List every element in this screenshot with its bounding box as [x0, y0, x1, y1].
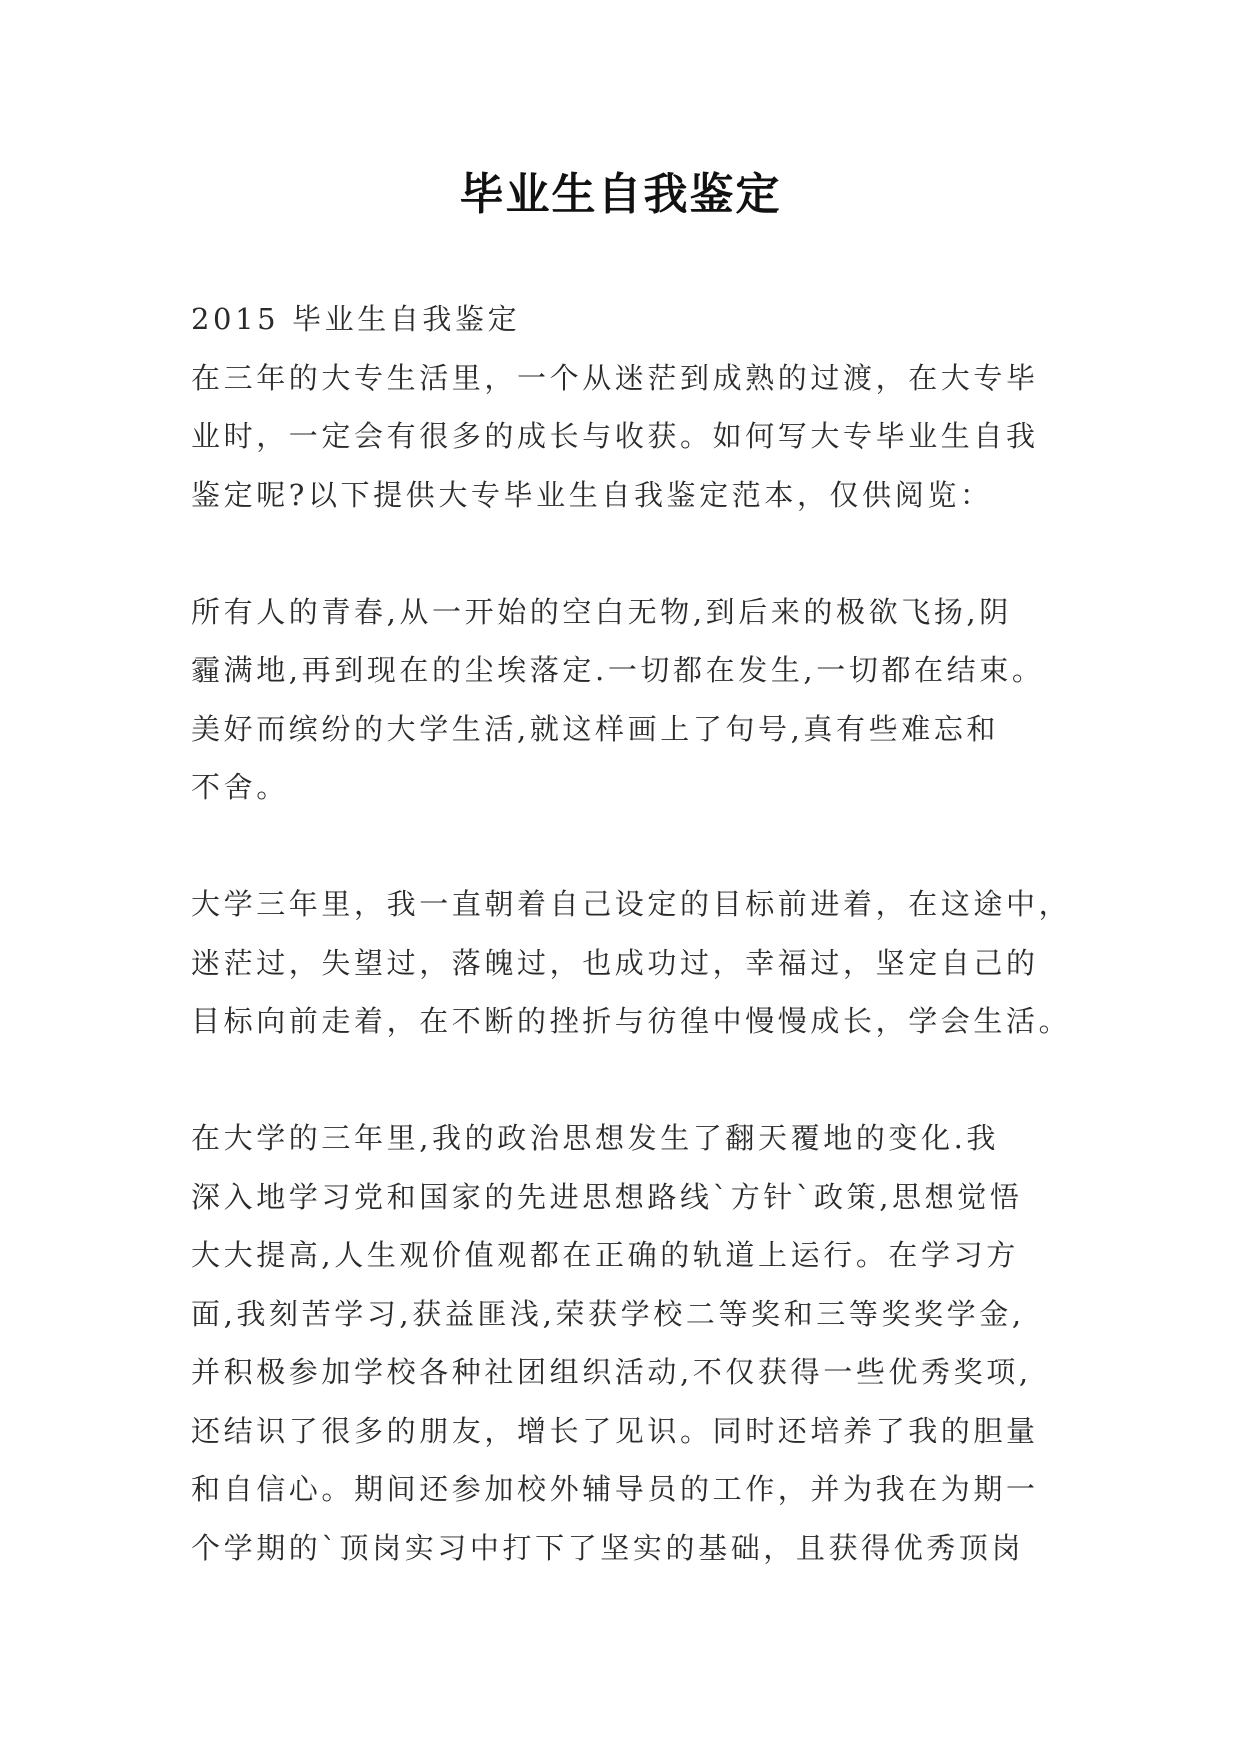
document-body [191, 290, 1072, 1577]
paragraph3-line: 还结识了很多的朋友，增长了见识。同时还培养了我的胆量 [191, 1413, 1039, 1448]
intro-line: 在三年的大专生活里，一个从迷茫到成熟的过渡，在大专毕 [191, 360, 1039, 395]
document-title: 毕业生自我鉴定 [459, 169, 782, 220]
document-subtitle: 2015 毕业生自我鉴定 [191, 302, 521, 336]
paragraph-spacer [191, 817, 1061, 876]
paragraph2-line: 迷茫过，失望过，落魄过，也成功过，幸福过，坚定自己的 [191, 945, 1039, 980]
intro-line: 业时，一定会有很多的成长与收获。如何写大专毕业生自我 [191, 419, 1039, 453]
paragraph3-line: 并积极参加学校各种社团组织活动,不仅获得一些优秀奖项, [191, 1355, 1032, 1389]
intro-line: 鉴定呢?以下提供大专毕业生自我鉴定范本，仅供阅览： [191, 477, 993, 512]
paragraph3-line: 在大学的三年里,我的政治思想发生了翻天覆地的变化.我 [191, 1121, 1000, 1155]
paragraph1-line: 霾满地,再到现在的尘埃落定.一切都在发生,一切都在结束。 [191, 653, 1045, 687]
paragraph3-line: 和自信心。期间还参加校外辅导员的工作，并为我在为期一 [191, 1472, 1039, 1506]
paragraph3-line: 面,我刻苦学习,获益匪浅,荣获学校二等奖和三等奖奖学金, [191, 1296, 1025, 1331]
paragraph2-line: 大学三年里，我一直朝着自己设定的目标前进着，在这途中， [191, 887, 1072, 921]
paragraph3-line: 深入地学习党和国家的先进思想路线`方针`政策,思想觉悟 [191, 1179, 1023, 1214]
paragraph3-line: 个学期的`顶岗实习中打下了坚实的基础，且获得优秀顶岗 [191, 1530, 1025, 1565]
paragraph-spacer [191, 1051, 1061, 1110]
paragraph3-line: 大大提高,人生观价值观都在正确的轨道上运行。在学习方 [191, 1238, 1019, 1272]
paragraph1-line: 美好而缤纷的大学生活,就这样画上了句号,真有些难忘和 [191, 711, 1000, 746]
paragraph2-line: 目标向前走着，在不断的挫折与彷徨中慢慢成长，学会生活。 [191, 1004, 1072, 1038]
paragraph1-line: 不舍。 [191, 770, 289, 804]
paragraph-spacer [191, 524, 1061, 583]
paragraph1-line: 所有人的青春,从一开始的空白无物,到后来的极欲飞扬,阴 [191, 594, 1012, 629]
